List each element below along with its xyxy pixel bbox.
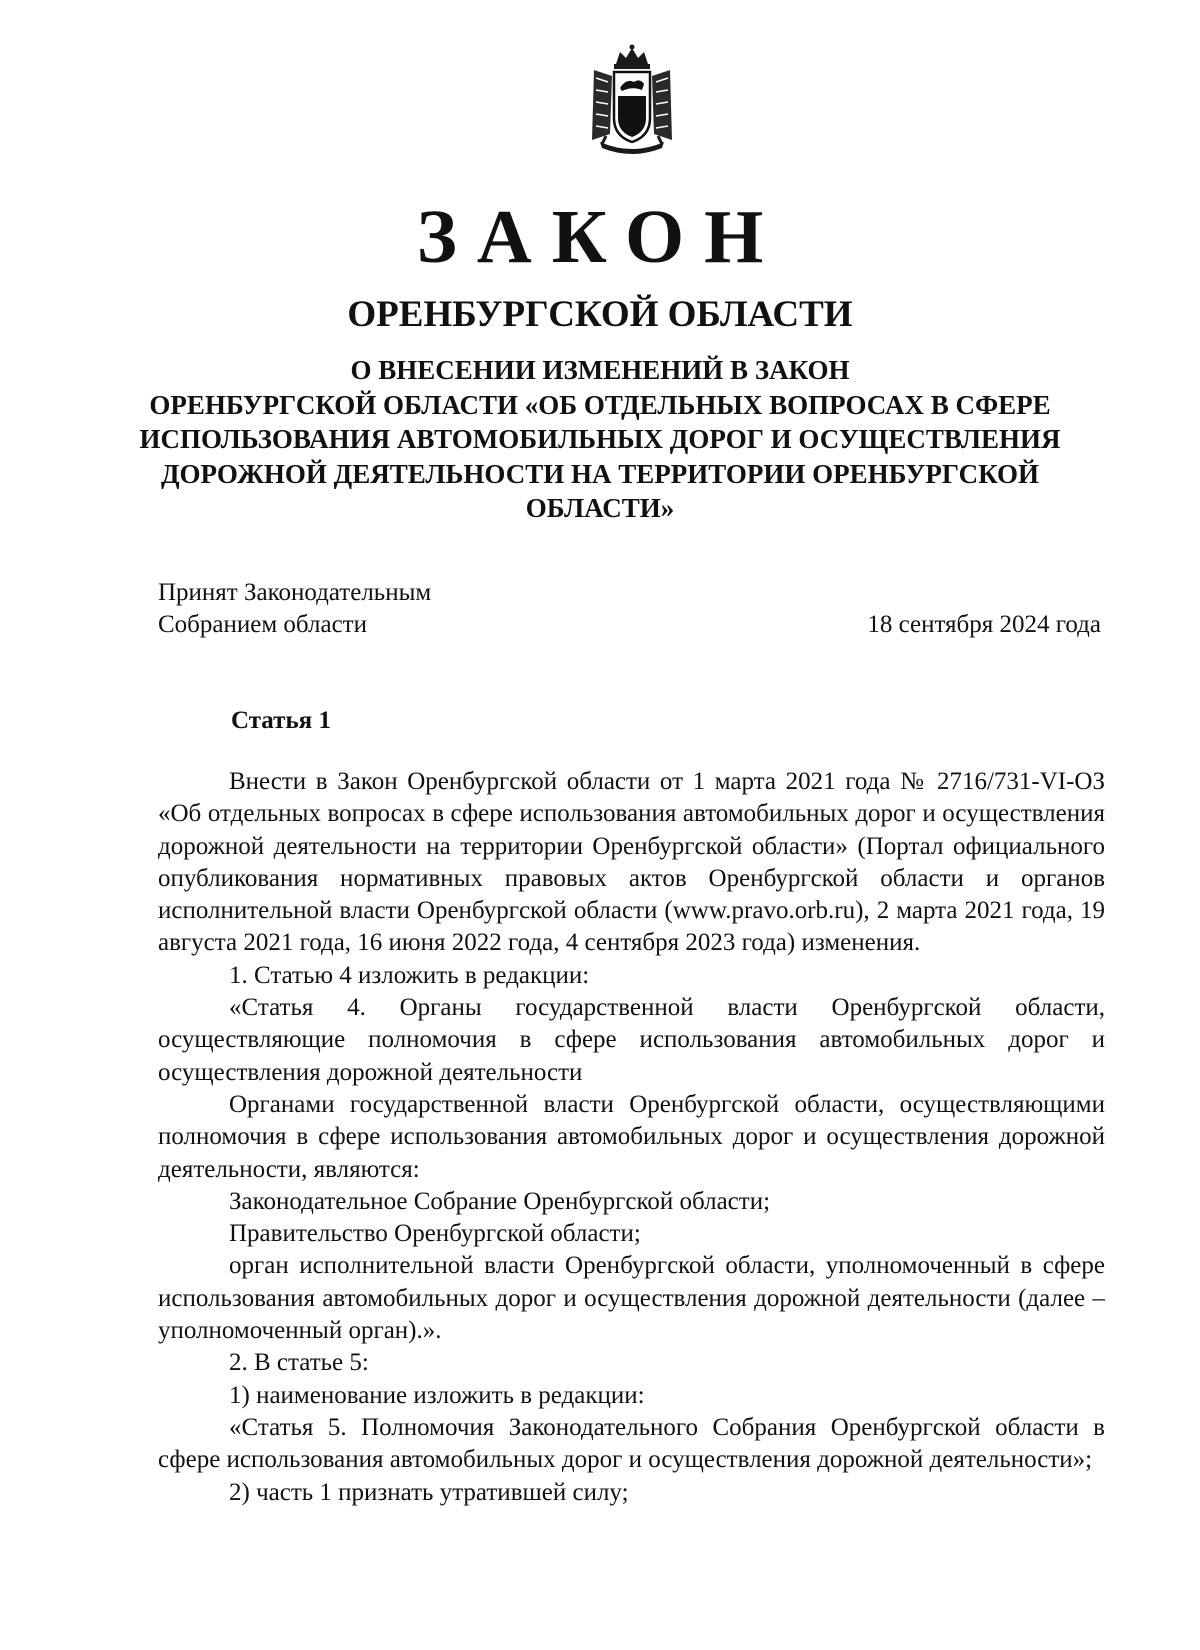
adoption-line-1: Принят Законодательным <box>158 579 432 606</box>
subtitle-line: О ВНЕСЕНИИ ИЗМЕНЕНИЙ В ЗАКОН <box>350 355 850 385</box>
adoption-line-2: Собранием области <box>158 611 367 638</box>
paragraph: Внести в Закон Оренбургской области от 1 марта 2021 года № 2716/731-VI-ОЗ «Об отдельных вопросах в сфере использования автомобильных дорог и осуществления дорожной деятельности на территории Оренбургской области» (Портал официального опубликования нормативных правовых актов Оренбургской области и органов исполнительной власти Оренбургской области (www.pravo.orb.ru), 2 марта 2021 года, 19 августа 2021 года, 16 июня 2022 года, 4 сентября 2023 года) изменения. <box>158 768 1105 957</box>
paragraph: Законодательное Собрание Оренбургской области; <box>229 1187 771 1215</box>
paragraph: 2) часть 1 признать утратившей силу; <box>229 1478 629 1506</box>
adoption-date: 18 сентября 2024 года <box>867 611 1101 638</box>
coat-of-arms-emblem <box>586 44 678 156</box>
article-heading: Статья 1 <box>231 707 331 734</box>
subtitle-line: ИСПОЛЬЗОВАНИЯ АВТОМОБИЛЬНЫХ ДОРОГ И ОСУЩЕСТВЛЕНИЯ <box>139 424 1061 454</box>
subtitle-line: ДОРОЖНОЙ ДЕЯТЕЛЬНОСТИ НА ТЕРРИТОРИИ ОРЕНБУРГСКОЙ <box>160 458 1040 489</box>
subtitle-line: ОБЛАСТИ» <box>525 493 675 523</box>
paragraph: орган исполнительной власти Оренбургской области, уполномоченный в сфере использования автомобильных дорог и осуществления дорожной деятельности (далее – уполномоченный орган).». <box>158 1252 1105 1345</box>
paragraph: 1) наименование изложить в редакции: <box>229 1381 645 1409</box>
paragraph: 2. В статье 5: <box>229 1349 369 1377</box>
paragraph: 1. Статью 4 изложить в редакции: <box>229 961 590 989</box>
subtitle-line: ОРЕНБУРГСКОЙ ОБЛАСТИ «ОБ ОТДЕЛЬНЫХ ВОПРОСАХ В СФЕРЕ <box>149 389 1051 420</box>
paragraph: Органами государственной власти Оренбургской области, осуществляющими полномочия в сфере использования автомобильных дорог и осуществления дорожной деятельности, являются: <box>158 1090 1105 1183</box>
law-subtitle <box>120 353 1080 526</box>
adoption-statement <box>158 577 431 641</box>
document-title: ЗАКОН <box>416 195 784 279</box>
paragraph: «Статья 5. Полномочия Законодательного Собрания Оренбургской области в сфере использования автомобильных дорог и осуществления дорожной деятельности»; <box>158 1413 1105 1474</box>
paragraph: «Статья 4. Органы государственной власти Оренбургской области, осуществляющие полномочия в сфере использования автомобильных дорог и осуществления дорожной деятельности <box>158 994 1105 1086</box>
paragraph: Правительство Оренбургской области; <box>229 1220 641 1248</box>
region-title: ОРЕНБУРГСКОЙ ОБЛАСТИ <box>347 294 853 335</box>
article-body <box>158 766 1105 1509</box>
